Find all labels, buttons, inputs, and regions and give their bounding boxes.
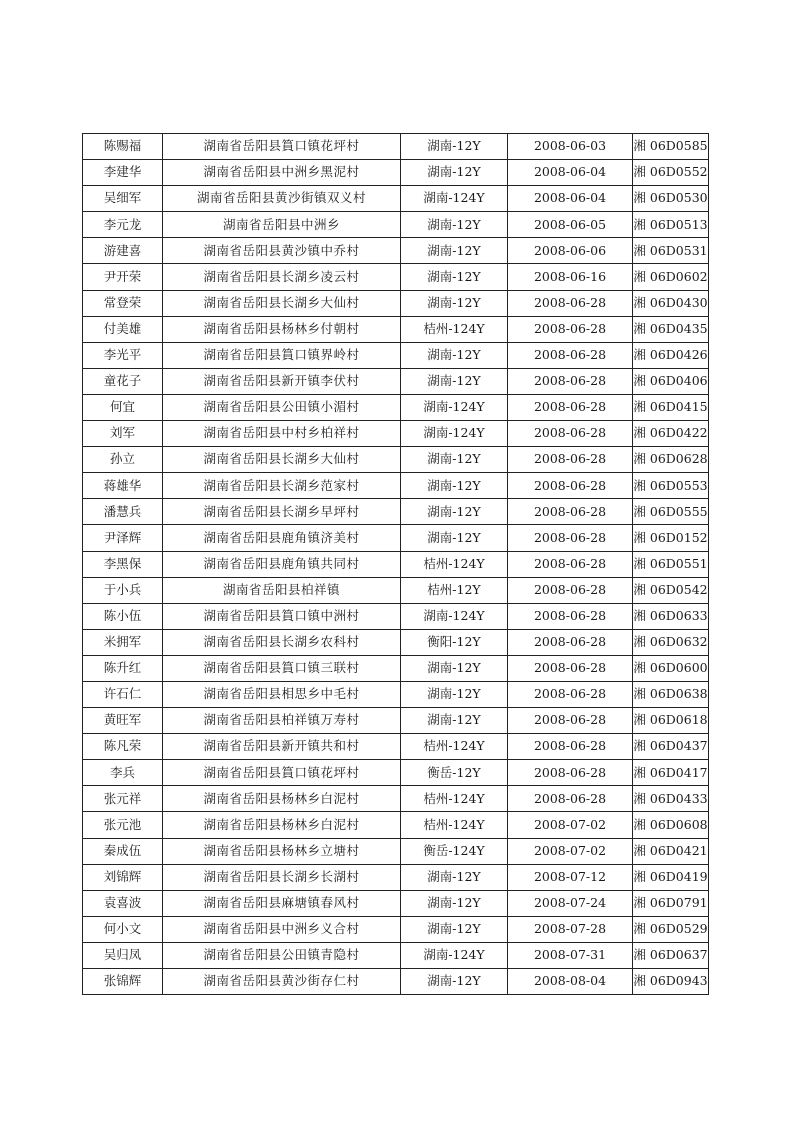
table-row: [83, 238, 709, 264]
table-row: [83, 264, 709, 290]
vehicle-model-cell: 湖南-12Y: [401, 890, 508, 916]
vehicle-model-cell: 湖南-124Y: [401, 942, 508, 968]
document-page: [82, 133, 709, 995]
table-row: [83, 734, 709, 760]
date-cell: 2008-06-28: [508, 551, 633, 577]
vehicle-model-cell: 桔州-124Y: [401, 812, 508, 838]
plate-number-cell: 湘 06D0529: [633, 916, 709, 942]
vehicle-model-cell: 湖南-12Y: [401, 212, 508, 238]
address-cell: 湖南省岳阳县中洲乡: [163, 212, 401, 238]
table-row: [83, 473, 709, 499]
plate-number-cell: 湘 06D0618: [633, 708, 709, 734]
plate-number-cell: 湘 06D0585: [633, 134, 709, 160]
vehicle-model-cell: 湖南-12Y: [401, 290, 508, 316]
table-row: [83, 603, 709, 629]
registration-table: [82, 133, 709, 995]
address-cell: 湖南省岳阳县公田镇青隐村: [163, 942, 401, 968]
plate-number-cell: 湘 06D0433: [633, 786, 709, 812]
table-row: [83, 160, 709, 186]
vehicle-model-cell: 湖南-124Y: [401, 421, 508, 447]
address-cell: 湖南省岳阳县新开镇共和村: [163, 734, 401, 760]
address-cell: 湖南省岳阳县柏祥镇: [163, 577, 401, 603]
address-cell: 湖南省岳阳县中洲乡义合村: [163, 916, 401, 942]
date-cell: 2008-06-28: [508, 473, 633, 499]
address-cell: 湖南省岳阳县篔口镇中洲村: [163, 603, 401, 629]
vehicle-model-cell: 桔州-124Y: [401, 734, 508, 760]
owner-name-cell: 米拥军: [83, 629, 163, 655]
vehicle-model-cell: 湖南-124Y: [401, 394, 508, 420]
vehicle-model-cell: 湖南-12Y: [401, 916, 508, 942]
vehicle-model-cell: 湖南-12Y: [401, 655, 508, 681]
vehicle-model-cell: 湖南-12Y: [401, 447, 508, 473]
owner-name-cell: 陈小伍: [83, 603, 163, 629]
date-cell: 2008-06-03: [508, 134, 633, 160]
address-cell: 湖南省岳阳县杨林乡付朝村: [163, 316, 401, 342]
vehicle-model-cell: 衡岳-12Y: [401, 760, 508, 786]
date-cell: 2008-06-28: [508, 421, 633, 447]
vehicle-model-cell: 湖南-12Y: [401, 864, 508, 890]
vehicle-model-cell: 衡岳-124Y: [401, 838, 508, 864]
address-cell: 湖南省岳阳县长湖乡范家村: [163, 473, 401, 499]
plate-number-cell: 湘 06D0437: [633, 734, 709, 760]
owner-name-cell: 于小兵: [83, 577, 163, 603]
plate-number-cell: 湘 06D0555: [633, 499, 709, 525]
vehicle-model-cell: 湖南-12Y: [401, 264, 508, 290]
date-cell: 2008-07-02: [508, 812, 633, 838]
plate-number-cell: 湘 06D0608: [633, 812, 709, 838]
plate-number-cell: 湘 06D0421: [633, 838, 709, 864]
table-row: [83, 786, 709, 812]
plate-number-cell: 湘 06D0602: [633, 264, 709, 290]
vehicle-model-cell: 湖南-124Y: [401, 186, 508, 212]
table-row: [83, 525, 709, 551]
table-row: [83, 838, 709, 864]
owner-name-cell: 陈赐福: [83, 134, 163, 160]
table-row: [83, 864, 709, 890]
vehicle-model-cell: 湖南-12Y: [401, 134, 508, 160]
owner-name-cell: 刘军: [83, 421, 163, 447]
vehicle-model-cell: 湖南-12Y: [401, 473, 508, 499]
owner-name-cell: 李建华: [83, 160, 163, 186]
table-row: [83, 368, 709, 394]
table-row: [83, 551, 709, 577]
plate-number-cell: 湘 06D0419: [633, 864, 709, 890]
table-row: [83, 342, 709, 368]
table-row: [83, 447, 709, 473]
table-row: [83, 760, 709, 786]
vehicle-model-cell: 湖南-12Y: [401, 681, 508, 707]
owner-name-cell: 付美雄: [83, 316, 163, 342]
address-cell: 湖南省岳阳县中村乡柏祥村: [163, 421, 401, 447]
vehicle-model-cell: 桔州-12Y: [401, 577, 508, 603]
date-cell: 2008-06-28: [508, 786, 633, 812]
table-row: [83, 134, 709, 160]
address-cell: 湖南省岳阳县鹿角镇济美村: [163, 525, 401, 551]
plate-number-cell: 湘 06D0628: [633, 447, 709, 473]
plate-number-cell: 湘 06D0943: [633, 969, 709, 995]
vehicle-model-cell: 湖南-12Y: [401, 368, 508, 394]
date-cell: 2008-07-02: [508, 838, 633, 864]
date-cell: 2008-06-28: [508, 577, 633, 603]
date-cell: 2008-06-28: [508, 525, 633, 551]
plate-number-cell: 湘 06D0530: [633, 186, 709, 212]
table-row: [83, 916, 709, 942]
date-cell: 2008-06-28: [508, 655, 633, 681]
plate-number-cell: 湘 06D0531: [633, 238, 709, 264]
owner-name-cell: 常登荣: [83, 290, 163, 316]
date-cell: 2008-06-28: [508, 499, 633, 525]
table-row: [83, 629, 709, 655]
plate-number-cell: 湘 06D0542: [633, 577, 709, 603]
table-row: [83, 655, 709, 681]
table-row: [83, 681, 709, 707]
table-row: [83, 708, 709, 734]
vehicle-model-cell: 湖南-12Y: [401, 499, 508, 525]
owner-name-cell: 蒋雄华: [83, 473, 163, 499]
table-row: [83, 290, 709, 316]
address-cell: 湖南省岳阳县篔口镇花坪村: [163, 760, 401, 786]
address-cell: 湖南省岳阳县柏祥镇万寿村: [163, 708, 401, 734]
vehicle-model-cell: 湖南-12Y: [401, 160, 508, 186]
date-cell: 2008-06-05: [508, 212, 633, 238]
plate-number-cell: 湘 06D0417: [633, 760, 709, 786]
owner-name-cell: 尹开荣: [83, 264, 163, 290]
owner-name-cell: 尹泽辉: [83, 525, 163, 551]
date-cell: 2008-07-24: [508, 890, 633, 916]
address-cell: 湖南省岳阳县公田镇小湄村: [163, 394, 401, 420]
date-cell: 2008-06-04: [508, 186, 633, 212]
address-cell: 湖南省岳阳县长湖乡农科村: [163, 629, 401, 655]
owner-name-cell: 张元池: [83, 812, 163, 838]
vehicle-model-cell: 湖南-12Y: [401, 525, 508, 551]
date-cell: 2008-08-04: [508, 969, 633, 995]
vehicle-model-cell: 桔州-124Y: [401, 786, 508, 812]
address-cell: 湖南省岳阳县黄沙街存仁村: [163, 969, 401, 995]
plate-number-cell: 湘 06D0632: [633, 629, 709, 655]
table-row: [83, 316, 709, 342]
plate-number-cell: 湘 06D0152: [633, 525, 709, 551]
date-cell: 2008-06-06: [508, 238, 633, 264]
plate-number-cell: 湘 06D0422: [633, 421, 709, 447]
date-cell: 2008-06-28: [508, 734, 633, 760]
address-cell: 湖南省岳阳县黄沙镇中乔村: [163, 238, 401, 264]
vehicle-model-cell: 桔州-124Y: [401, 551, 508, 577]
owner-name-cell: 袁喜波: [83, 890, 163, 916]
vehicle-model-cell: 湖南-12Y: [401, 969, 508, 995]
owner-name-cell: 刘锦辉: [83, 864, 163, 890]
plate-number-cell: 湘 06D0637: [633, 942, 709, 968]
date-cell: 2008-06-28: [508, 603, 633, 629]
vehicle-model-cell: 衡阳-12Y: [401, 629, 508, 655]
address-cell: 湖南省岳阳县黄沙街镇双义村: [163, 186, 401, 212]
plate-number-cell: 湘 06D0435: [633, 316, 709, 342]
plate-number-cell: 湘 06D0513: [633, 212, 709, 238]
owner-name-cell: 孙立: [83, 447, 163, 473]
owner-name-cell: 李黑保: [83, 551, 163, 577]
owner-name-cell: 许石仁: [83, 681, 163, 707]
address-cell: 湖南省岳阳县长湖乡大仙村: [163, 447, 401, 473]
address-cell: 湖南省岳阳县杨林乡白泥村: [163, 786, 401, 812]
owner-name-cell: 吴细军: [83, 186, 163, 212]
date-cell: 2008-06-16: [508, 264, 633, 290]
owner-name-cell: 张锦辉: [83, 969, 163, 995]
table-row: [83, 969, 709, 995]
owner-name-cell: 黄旺军: [83, 708, 163, 734]
date-cell: 2008-06-28: [508, 447, 633, 473]
table-row: [83, 212, 709, 238]
table-row: [83, 890, 709, 916]
owner-name-cell: 游建喜: [83, 238, 163, 264]
date-cell: 2008-06-04: [508, 160, 633, 186]
vehicle-model-cell: 湖南-12Y: [401, 238, 508, 264]
plate-number-cell: 湘 06D0600: [633, 655, 709, 681]
address-cell: 湖南省岳阳县长湖乡凌云村: [163, 264, 401, 290]
plate-number-cell: 湘 06D0791: [633, 890, 709, 916]
vehicle-model-cell: 湖南-124Y: [401, 603, 508, 629]
date-cell: 2008-06-28: [508, 342, 633, 368]
address-cell: 湖南省岳阳县篔口镇花坪村: [163, 134, 401, 160]
plate-number-cell: 湘 06D0430: [633, 290, 709, 316]
owner-name-cell: 陈凡荣: [83, 734, 163, 760]
vehicle-model-cell: 湖南-12Y: [401, 342, 508, 368]
address-cell: 湖南省岳阳县篔口镇界岭村: [163, 342, 401, 368]
address-cell: 湖南省岳阳县中洲乡黑泥村: [163, 160, 401, 186]
address-cell: 湖南省岳阳县篔口镇三联村: [163, 655, 401, 681]
table-row: [83, 812, 709, 838]
address-cell: 湖南省岳阳县麻塘镇春风村: [163, 890, 401, 916]
table-row: [83, 186, 709, 212]
address-cell: 湖南省岳阳县鹿角镇共同村: [163, 551, 401, 577]
owner-name-cell: 李光平: [83, 342, 163, 368]
date-cell: 2008-07-28: [508, 916, 633, 942]
owner-name-cell: 童花子: [83, 368, 163, 394]
owner-name-cell: 何宜: [83, 394, 163, 420]
date-cell: 2008-06-28: [508, 760, 633, 786]
address-cell: 湖南省岳阳县新开镇李伏村: [163, 368, 401, 394]
table-row: [83, 942, 709, 968]
plate-number-cell: 湘 06D0551: [633, 551, 709, 577]
plate-number-cell: 湘 06D0553: [633, 473, 709, 499]
owner-name-cell: 吴归凤: [83, 942, 163, 968]
date-cell: 2008-06-28: [508, 708, 633, 734]
address-cell: 湖南省岳阳县相思乡中毛村: [163, 681, 401, 707]
owner-name-cell: 张元祥: [83, 786, 163, 812]
address-cell: 湖南省岳阳县杨林乡立塘村: [163, 838, 401, 864]
date-cell: 2008-06-28: [508, 681, 633, 707]
date-cell: 2008-07-12: [508, 864, 633, 890]
date-cell: 2008-07-31: [508, 942, 633, 968]
date-cell: 2008-06-28: [508, 290, 633, 316]
vehicle-model-cell: 湖南-12Y: [401, 708, 508, 734]
owner-name-cell: 秦成伍: [83, 838, 163, 864]
plate-number-cell: 湘 06D0426: [633, 342, 709, 368]
date-cell: 2008-06-28: [508, 629, 633, 655]
address-cell: 湖南省岳阳县杨林乡白泥村: [163, 812, 401, 838]
plate-number-cell: 湘 06D0552: [633, 160, 709, 186]
date-cell: 2008-06-28: [508, 394, 633, 420]
plate-number-cell: 湘 06D0406: [633, 368, 709, 394]
table-row: [83, 421, 709, 447]
plate-number-cell: 湘 06D0638: [633, 681, 709, 707]
table-body: [83, 134, 709, 995]
address-cell: 湖南省岳阳县长湖乡大仙村: [163, 290, 401, 316]
table-row: [83, 499, 709, 525]
plate-number-cell: 湘 06D0415: [633, 394, 709, 420]
owner-name-cell: 潘慧兵: [83, 499, 163, 525]
owner-name-cell: 李元龙: [83, 212, 163, 238]
date-cell: 2008-06-28: [508, 368, 633, 394]
owner-name-cell: 李兵: [83, 760, 163, 786]
owner-name-cell: 陈升红: [83, 655, 163, 681]
table-row: [83, 577, 709, 603]
plate-number-cell: 湘 06D0633: [633, 603, 709, 629]
owner-name-cell: 何小文: [83, 916, 163, 942]
date-cell: 2008-06-28: [508, 316, 633, 342]
address-cell: 湖南省岳阳县长湖乡长湖村: [163, 864, 401, 890]
address-cell: 湖南省岳阳县长湖乡早坪村: [163, 499, 401, 525]
table-row: [83, 394, 709, 420]
vehicle-model-cell: 桔州-124Y: [401, 316, 508, 342]
